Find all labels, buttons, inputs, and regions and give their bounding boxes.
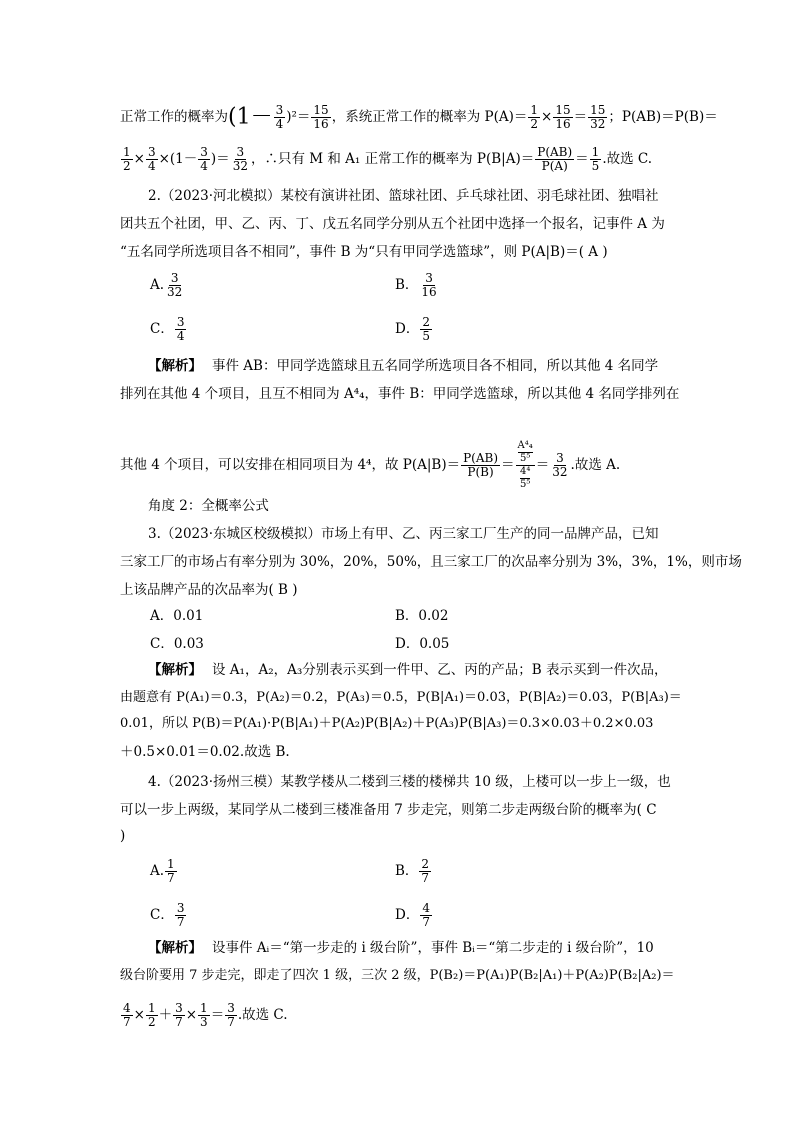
q2-stem-line-2: 团共五个社团，甲、乙、丙、丁、戊五名同学分别从五个社团中选择一个报名，记事件 A 为 (120, 216, 665, 232)
q3-solution-line-2: 由题意有 P(A₁)＝0.3，P(A₂)＝0.2，P(A₃)＝0.5，P(B|A₁)＝0.03，P(B|A₂)＝0.03，P(B|A₃)＝ (120, 690, 682, 705)
fraction: $\frac{1}{2}$ (530, 103, 539, 131)
q4-stem-line-1: 4.（2023·扬州三模）某教学楼从二楼到三楼的楼梯共 10 级，上楼可以一步上一级，也 (148, 774, 671, 790)
q4-stem-line-3: ) (120, 828, 126, 844)
fraction: $\frac{15}{32}$ (590, 103, 606, 131)
q2-solution-line-2: 排列在其他 4 个项目，且互不相同为 A⁴₄，事件 B：甲同学选篮球，所以其他 4 名同学排列在 (120, 386, 680, 402)
q3-stem-line-2: 三家工厂的市场占有率分别为 30%，20%，50%，且三家工厂的次品率分别为 3%，3%，1%，则市场 (120, 554, 742, 570)
cont-line-2 (120, 146, 652, 173)
text: ；P(AB)＝P(B)＝ (608, 109, 718, 125)
q2-solution-line-3: 其他 4 个项目，可以安排在相同项目为 4⁴，故 P(A|B)＝ $\frac{P(AB)}{P(B)}$ ＝ A⁴₄ 5⁵ 4⁴ 5⁵ ＝ $\frac{3}{32}$ .故选 A. (120, 440, 621, 490)
q3-option-d: D．0.05 (395, 636, 450, 652)
text: 正常工作的概率为 (120, 109, 228, 125)
q2-option-b: B． $\frac{3}{16}$ (395, 271, 437, 299)
fraction: $\frac{3}{4}$ (275, 103, 284, 131)
fraction: $\frac{3}{32}$ (232, 145, 248, 173)
text: ×(1－ (158, 151, 198, 167)
q2-option-c: C． $\frac{3}{4}$ (150, 315, 185, 343)
compound-fraction: A⁴₄ 5⁵ 4⁴ 5⁵ (517, 440, 533, 490)
q3-option-c: C．0.03 (150, 636, 204, 652)
solution-tag: 【解析】 (148, 940, 202, 956)
fraction: $\frac{15}{16}$ (555, 103, 571, 131)
fraction: $\frac{3}{7}$ (175, 1001, 183, 1029)
q3-solution-line-3: 0.01，所以 P(B)＝P(A₁)·P(B|A₁)＋P(A₂)P(B|A₂)＋P(A₃)P(B|A₃)＝0.3×0.03＋0.2×0.03 (120, 716, 654, 731)
cont-line-1 (120, 104, 718, 131)
fraction: $\frac{4}{7}$ (123, 1001, 131, 1029)
text: .故选 C. (602, 151, 653, 167)
fraction: $\frac{3}{4}$ (200, 145, 208, 173)
q3-option-a: A．0.01 (150, 608, 204, 624)
q2-solution-line-1: 【解析】 事件 AB：甲同学选篮球且五名同学所选项目各不相同，所以其他 4 名同学 (148, 358, 659, 374)
q4-stem-line-2: 可以一步上两级，某同学从二楼到三楼准备用 7 步走完，则第二步走两级台阶的概率为( C (120, 802, 657, 818)
q2-option-a: A. $\frac{3}{32}$ (150, 271, 183, 299)
fraction: $\frac{3}{7}$ (227, 1001, 235, 1029)
solution-tag: 【解析】 (148, 662, 202, 678)
q2-stem-line-1: 2.（2023·河北模拟）某校有演讲社团、篮球社团、乒乓球社团、羽毛球社团、独唱社 (148, 188, 659, 204)
text: × (133, 151, 145, 167)
fraction: $\frac{3}{32}$ (552, 451, 568, 479)
text: )²＝ (286, 109, 311, 125)
fraction: $\frac{P(AB)}{P(B)}$ (463, 451, 499, 479)
text: ＝ (573, 109, 588, 125)
text: ＝ (575, 151, 589, 167)
section-heading-angle-2: 角度 2：全概率公式 (148, 498, 269, 514)
q4-option-a: A. $\frac{1}{7}$ (150, 857, 175, 885)
solution-tag: 【解析】 (148, 358, 202, 374)
q4-option-c: C． $\frac{3}{7}$ (150, 901, 185, 929)
q3-solution-line-1: 【解析】 设 A₁，A₂，A₃分别表示买到一件甲、乙、丙的产品；B 表示买到一件次品， (148, 662, 668, 678)
text: ，系统正常工作的概率为 P(A)＝ (331, 109, 528, 125)
q4-solution-line-3: $\frac{4}{7}$ × $\frac{1}{2}$ ＋ $\frac{3}{7}$ × $\frac{1}{3}$ ＝ $\frac{3}{7}$ .故选 C. (123, 1001, 288, 1029)
paren: (1－ (228, 104, 273, 130)
text: ，∴只有 M 和 A₁ 正常工作的概率为 P(B|A)＝ (250, 151, 535, 167)
text: × (541, 109, 553, 125)
q2-stem-line-3: “五名同学所选项目各不相同”，事件 B 为“只有甲同学选篮球”，则 P(A|B)＝( A ) (120, 244, 608, 260)
fraction: $\frac{1}{2}$ (123, 145, 131, 173)
fraction: $\frac{P(AB)}{P(A)}$ (537, 145, 573, 173)
text: )＝ (210, 151, 230, 167)
fraction: $\frac{15}{16}$ (313, 103, 329, 131)
fraction: $\frac{3}{4}$ (147, 145, 156, 173)
q3-stem-line-1: 3.（2023·东城区校级模拟）市场上有甲、乙、丙三家工厂生产的同一品牌产品，已知 (148, 526, 659, 542)
fraction: $\frac{1}{2}$ (147, 1001, 156, 1029)
fraction: $\frac{1}{5}$ (591, 145, 600, 173)
q3-solution-line-4: ＋0.5×0.01＝0.02.故选 B. (120, 744, 290, 760)
q4-solution-line-2: 级台阶要用 7 步走完，即走了四次 1 级，三次 2 级，P(B₂)＝P(A₁)P(B₂|A₁)＋P(A₂)P(B₂|A₂)＝ (120, 968, 675, 983)
q4-option-d: D． $\frac{4}{7}$ (395, 901, 430, 929)
fraction: $\frac{1}{3}$ (200, 1001, 208, 1029)
q4-solution-line-1: 【解析】 设事件 Aᵢ＝“第一步走的 i 级台阶”，事件 Bᵢ＝“第二步走的 i 级台阶”，10 (148, 940, 654, 956)
q2-option-d: D． $\frac{2}{5}$ (395, 315, 430, 343)
q4-option-b: B． $\frac{2}{7}$ (395, 857, 430, 885)
q3-option-b: B．0.02 (395, 608, 449, 624)
q3-stem-line-3: 上该品牌产品的次品率为( B ) (120, 582, 298, 598)
